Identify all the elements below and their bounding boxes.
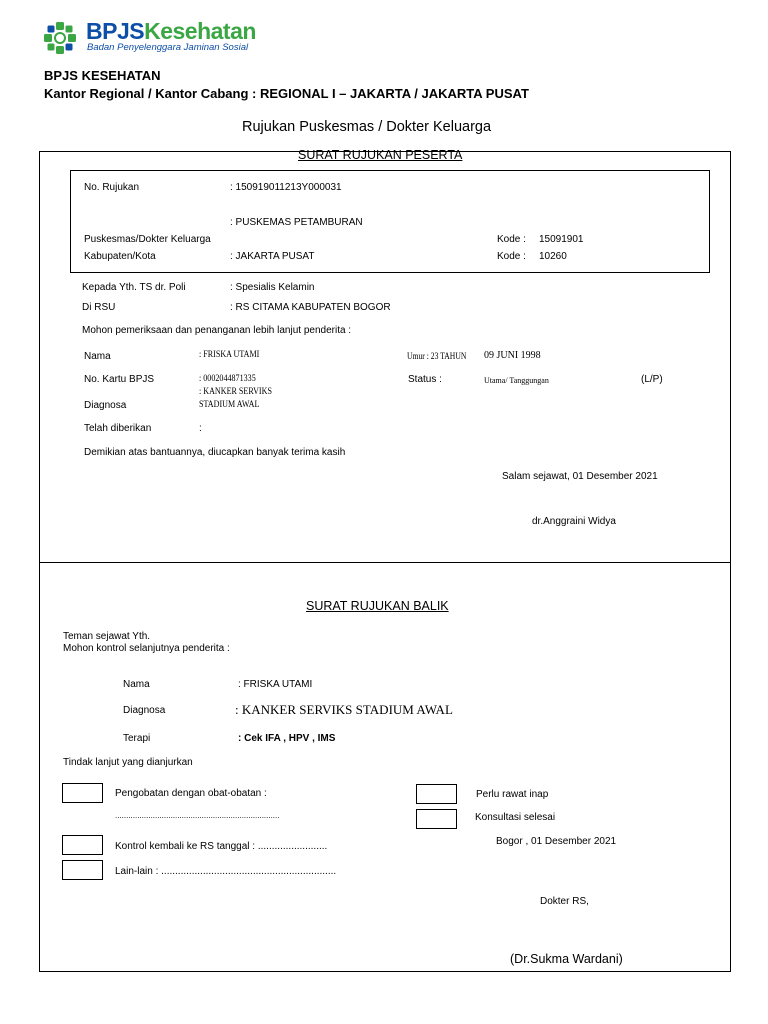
diagnosa-value-1: : KANKER SERVIKS <box>199 387 272 397</box>
request-text: Mohon pemeriksaan dan penanganan lebih lanjut penderita : <box>82 325 352 336</box>
logo-wordmark-kesehatan: Kesehatan <box>144 18 256 44</box>
dokter-rs-name: (Dr.Sukma Wardani) <box>510 952 623 966</box>
dob-value: 09 JUNI 1998 <box>484 350 541 361</box>
kode1-value: 15091901 <box>539 234 584 245</box>
logo-tagline: Badan Penyelenggara Jaminan Sosial <box>87 42 249 53</box>
opt-rawat-label: Perlu rawat inap <box>476 789 549 800</box>
checkbox-rawat-inap[interactable] <box>416 784 457 804</box>
lp-text: (L/P) <box>641 374 663 385</box>
kartu-label: No. Kartu BPJS <box>84 374 155 385</box>
back-request-text: Mohon kontrol selanjutnya penderita : <box>63 643 230 654</box>
logo-wordmark <box>86 18 256 45</box>
diagnosa-value-2: STADIUM AWAL <box>199 400 260 410</box>
opt-obat-label: Pengobatan dengan obat-obatan : <box>115 788 267 799</box>
no-rujukan-label: No. Rujukan <box>84 182 140 193</box>
back-diagnosa-value: : KANKER SERVIKS STADIUM AWAL <box>235 702 453 717</box>
referral-section-title: SURAT RUJUKAN PESERTA <box>298 148 463 162</box>
back-nama-value: : FRISKA UTAMI <box>238 679 313 690</box>
kode1-label: Kode : <box>497 234 526 245</box>
opt-konsultasi-label: Konsultasi selesai <box>475 812 556 823</box>
place-date-text: Bogor , 01 Desember 2021 <box>496 836 617 847</box>
salam-text: Salam sejawat, 01 Desember 2021 <box>502 471 658 482</box>
logo-wordmark-bpjs: BPJS <box>86 18 145 44</box>
kepada-value: : Spesialis Kelamin <box>230 282 315 293</box>
diberikan-value: : <box>199 423 202 434</box>
opt-obat-dots: .......................................................................... <box>115 811 280 820</box>
back-diagnosa-label: Diagnosa <box>123 705 166 716</box>
terapi-value: : Cek IFA , HPV , IMS <box>238 733 336 744</box>
checkbox-obat[interactable] <box>62 783 103 803</box>
opt-kontrol-label: Kontrol kembali ke RS tanggal : ......................... <box>115 841 328 852</box>
org-name: BPJS KESEHATAN <box>44 68 161 83</box>
opt-lain-label: Lain-lain : ............................................................... <box>115 866 337 877</box>
puskesmas-value: : PUSKEMAS PETAMBURAN <box>230 217 363 228</box>
back-nama-label: Nama <box>123 679 150 690</box>
kartu-value: : 0002044871335 <box>199 374 256 384</box>
checkbox-kontrol[interactable] <box>62 835 103 855</box>
nama-value: : FRISKA UTAMI <box>199 350 260 360</box>
rsu-label: Di RSU <box>82 302 116 313</box>
diberikan-label: Telah diberikan <box>84 423 152 434</box>
status-label: Status : <box>408 374 442 385</box>
dokter-rs-label: Dokter RS, <box>540 896 589 907</box>
office-line: Kantor Regional / Kantor Cabang : REGIONAL I – JAKARTA / JAKARTA PUSAT <box>44 86 529 101</box>
bpjs-logo <box>44 18 256 56</box>
terapi-label: Terapi <box>123 733 151 744</box>
kabupaten-value: : JAKARTA PUSAT <box>230 251 315 262</box>
status-value: Utama/ Tanggungan <box>484 376 549 385</box>
nama-label: Nama <box>84 351 111 362</box>
page-title: Rujukan Puskesmas / Dokter Keluarga <box>242 119 492 135</box>
rsu-value: : RS CITAMA KABUPATEN BOGOR <box>230 302 391 313</box>
puskesmas-label: Puskesmas/Dokter Keluarga <box>84 234 211 245</box>
diagnosa-label: Diagnosa <box>84 400 127 411</box>
kode2-label: Kode : <box>497 251 526 262</box>
back-referral-title: SURAT RUJUKAN BALIK <box>306 599 449 613</box>
bpjs-logo-icon <box>44 22 76 54</box>
tindak-lanjut-text: Tindak lanjut yang dianjurkan <box>63 757 193 768</box>
umur-text: Umur : 23 TAHUN <box>407 351 467 361</box>
kode2-value: 10260 <box>539 251 567 262</box>
kabupaten-label: Kabupaten/Kota <box>84 251 156 262</box>
checkbox-lain-lain[interactable] <box>62 860 103 880</box>
referral-id-box <box>70 170 710 273</box>
kepada-label: Kepada Yth. TS dr. Poli <box>82 282 186 293</box>
checkbox-konsultasi[interactable] <box>416 809 457 829</box>
referring-doctor: dr.Anggraini Widya <box>532 516 616 527</box>
greeting-text: Teman sejawat Yth. <box>63 631 151 642</box>
thanks-text: Demikian atas bantuannya, diucapkan banyak terima kasih <box>84 447 346 458</box>
no-rujukan-value: : 150919011213Y000031 <box>230 182 342 193</box>
